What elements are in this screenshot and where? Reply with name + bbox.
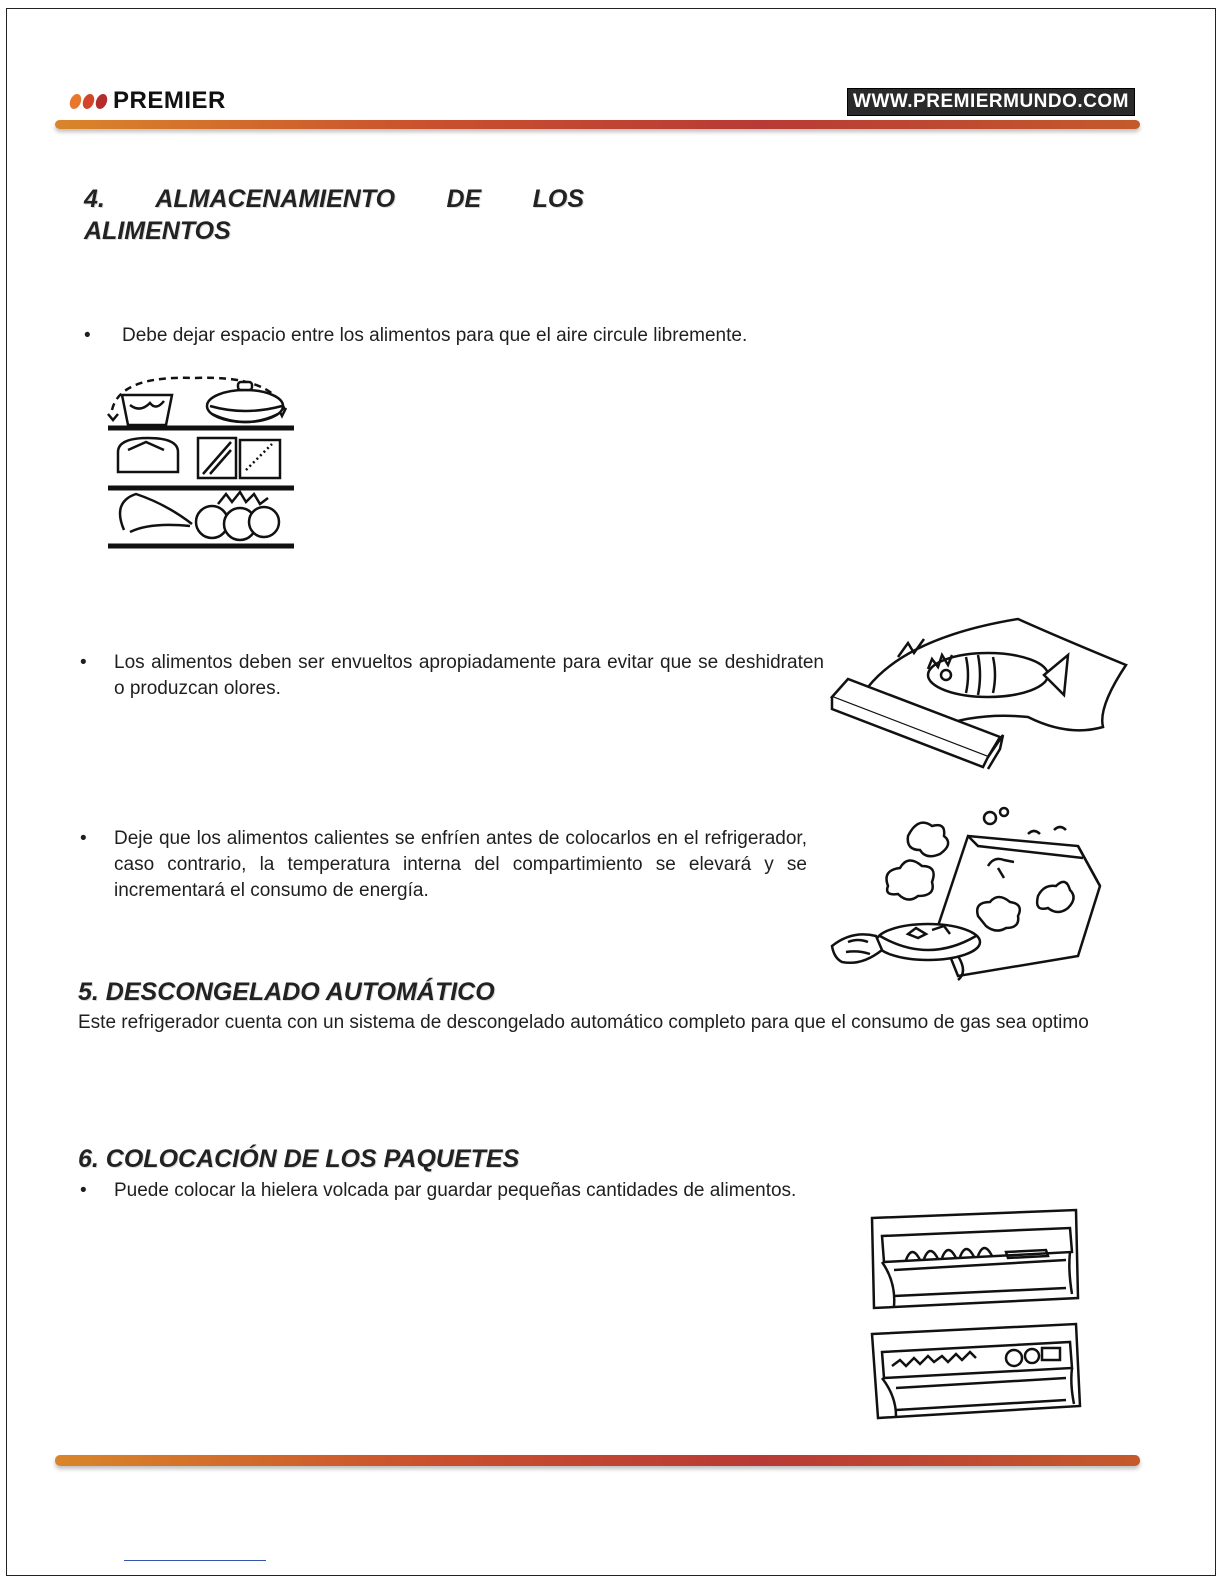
logo-text: PREMIER [113, 87, 226, 114]
bullet-text: Deje que los alimentos calientes se enfríen antes de colocarlos en el refrigerador, caso contrario, la temperatura interna del compartimiento se elevará y se incrementará el consumo de energía. [114, 828, 807, 901]
bullet-hot-food [80, 826, 807, 904]
bullet-text: Debe dejar espacio entre los alimentos para que el aire circule libremente. [122, 325, 748, 346]
bullet-symbol: • [80, 652, 87, 673]
bullet-text: Puede colocar la hielera volcada par guardar pequeñas cantidades de alimentos. [114, 1180, 797, 1201]
header-rule [55, 120, 1140, 129]
premier-logo [70, 86, 226, 116]
logo-dots-icon [70, 94, 107, 109]
bullet-wrap-food [80, 650, 824, 702]
shelves-food-illustration [100, 370, 300, 560]
footer-link-underline [124, 1560, 266, 1561]
section-5-title: 5. DESCONGELADO AUTOMÁTICO [78, 978, 495, 1006]
bullet-text: Los alimentos deben ser envueltos apropiadamente para evitar que se deshidraten o produzcan olores. [114, 652, 824, 699]
bullet-air-circulation [84, 323, 922, 349]
footer-rule [55, 1455, 1140, 1466]
section-5-text: Este refrigerador cuenta con un sistema de descongelado automático completo para que el consumo de gas sea optimo [78, 1012, 1089, 1033]
wrapped-fish-illustration [828, 617, 1128, 777]
section-6-title: 6. COLOCACIÓN DE LOS PAQUETES [78, 1145, 520, 1173]
bullet-ice-tray [80, 1178, 964, 1204]
bullet-symbol: • [80, 1180, 87, 1201]
ice-tray-illustration [866, 1206, 1081, 1421]
hot-food-fridge-illustration [828, 806, 1108, 981]
bullet-symbol: • [84, 325, 91, 346]
bullet-symbol: • [80, 828, 87, 849]
website-url: WWW.PREMIERMUNDO.COM [847, 88, 1135, 116]
section-4-title: 4. ALMACENAMIENTO DE LOS ALIMENTOS [84, 185, 584, 245]
